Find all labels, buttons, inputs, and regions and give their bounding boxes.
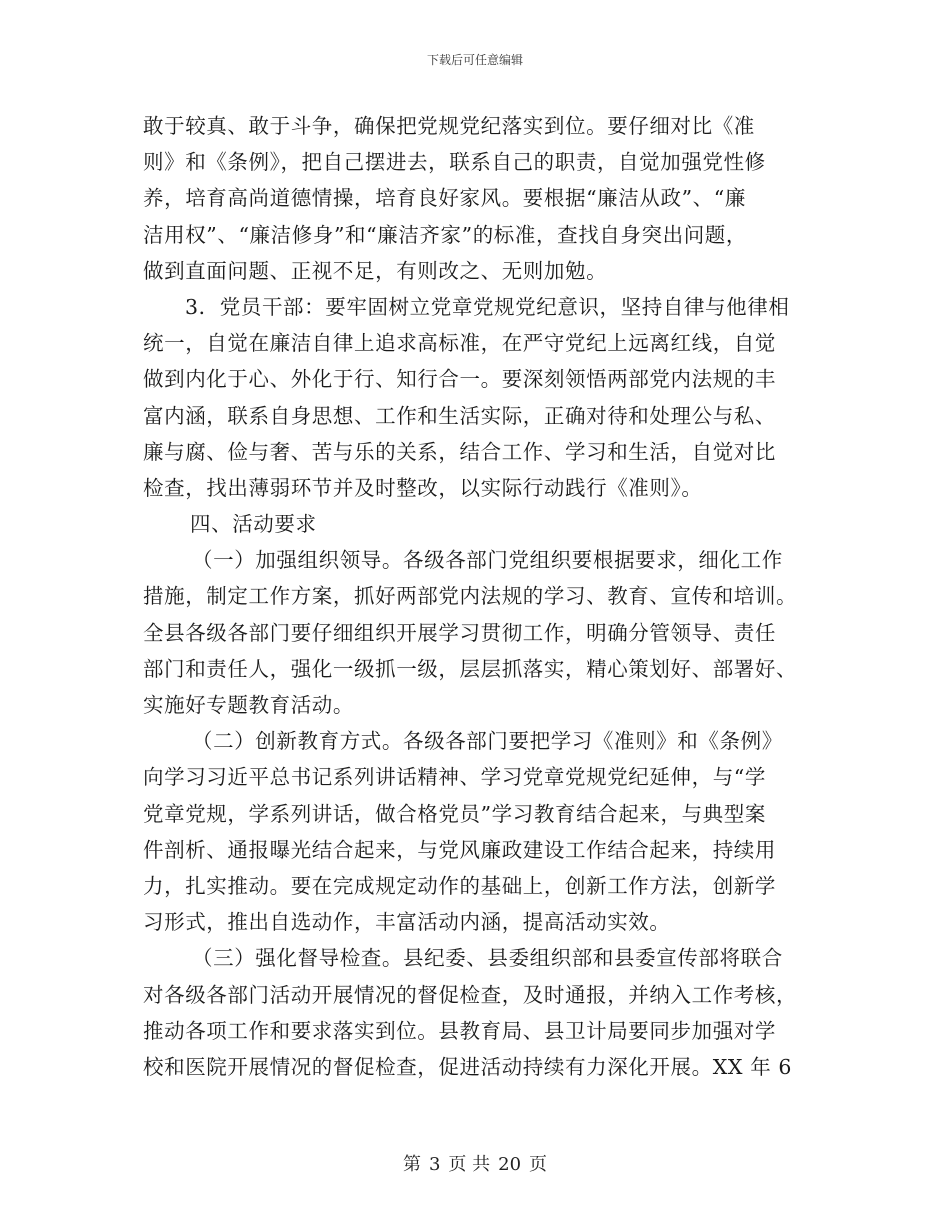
- footer-page-number: 3: [428, 1154, 441, 1175]
- text-line: 件剖析、通报曝光结合起来，与党风廉政建设工作结合起来，持续用: [143, 837, 776, 862]
- text-line: 力，扎实推动。要在完成规定动作的基础上，创新工作方法，创新学: [143, 873, 776, 898]
- section-heading: 四、活动要求: [190, 512, 317, 537]
- footer-prefix: 第: [402, 1154, 421, 1175]
- text-line: 做到直面问题、正视不足，有则改之、无则加勉。: [143, 258, 608, 283]
- paragraph-start-line: 3．党员干部：要牢固树立党章党规党纪意识，坚持自律与他律相: [185, 294, 790, 319]
- text-line: 洁用权”、“廉洁修身”和“廉洁齐家”的标准，查找自身突出问题，: [143, 222, 747, 247]
- text-line: 廉与腐、俭与奢、苦与乐的关系，结合工作、学习和生活，自觉对比: [143, 439, 776, 464]
- text-line: 富内涵，联系自身思想、工作和生活实际，正确对待和处理公与私、: [143, 403, 776, 428]
- document-body: [143, 108, 808, 1085]
- paragraph-start-line: （一）加强组织领导。各级各部门党组织要根据要求，细化工作: [192, 548, 783, 573]
- text-line: 习形式，推出自选动作，丰富活动内涵，提高活动实效。: [143, 910, 671, 935]
- text-line: 则》和《条例》，把自己摆进去，联系自己的职责，自觉加强党性修: [143, 150, 766, 175]
- text-line: 统一，自觉在廉洁自律上追求高标准，在严守党纪上远离红线，自觉: [143, 331, 776, 356]
- footer-suffix: 页: [529, 1154, 548, 1175]
- paragraph-start-line: （三）强化督导检查。县纪委、县委组织部和县委宣传部将联合: [192, 946, 783, 971]
- text-line: 检查，找出薄弱环节并及时整改，以实际行动践行《准则》。: [143, 475, 703, 500]
- paragraph-start-line: （二）创新教育方式。各级各部门要把学习《准则》和《条例》: [192, 729, 783, 754]
- text-line: 向学习习近平总书记系列讲话精神、学习党章党规党纪延伸，与“学: [143, 765, 766, 790]
- page-footer: [0, 1153, 950, 1177]
- page-header: 下载后可任意编辑: [426, 53, 523, 67]
- text-line: 做到内化于心、外化于行、知行合一。要深刻领悟两部党内法规的丰: [143, 367, 776, 392]
- text-line: 养，培育高尚道德情操，培育良好家风。要根据“廉洁从政”、“廉: [143, 186, 746, 211]
- text-line: 措施，制定工作方案，抓好两部党内法规的学习、教育、宣传和培训。: [143, 584, 798, 609]
- text-line: 部门和责任人，强化一级抓一级，层层抓落实，精心策划好、部署好、: [143, 656, 798, 681]
- text-line: 全县各级各部门要仔细组织开展学习贯彻工作，明确分管领导、责任: [143, 620, 776, 645]
- text-line: 党章党规，学系列讲话，做合格党员”学习教育结合起来，与典型案: [143, 801, 766, 826]
- text-line: 对各级各部门活动开展情况的督促检查，及时通报，并纳入工作考核，: [143, 982, 798, 1007]
- text-line: 实施好专题教育活动。: [143, 693, 354, 717]
- footer-middle: 页 共: [448, 1154, 491, 1175]
- text-line: 推动各项工作和要求落实到位。县教育局、县卫计局要同步加强对学: [143, 1018, 776, 1043]
- text-line: 校和医院开展情况的督促检查，促进活动持续有力深化开展。XX 年 6: [143, 1054, 793, 1079]
- footer-total-pages: 20: [498, 1154, 522, 1175]
- text-line: 敢于较真、敢于斗争，确保把党规党纪落实到位。要仔细对比《准: [143, 114, 755, 138]
